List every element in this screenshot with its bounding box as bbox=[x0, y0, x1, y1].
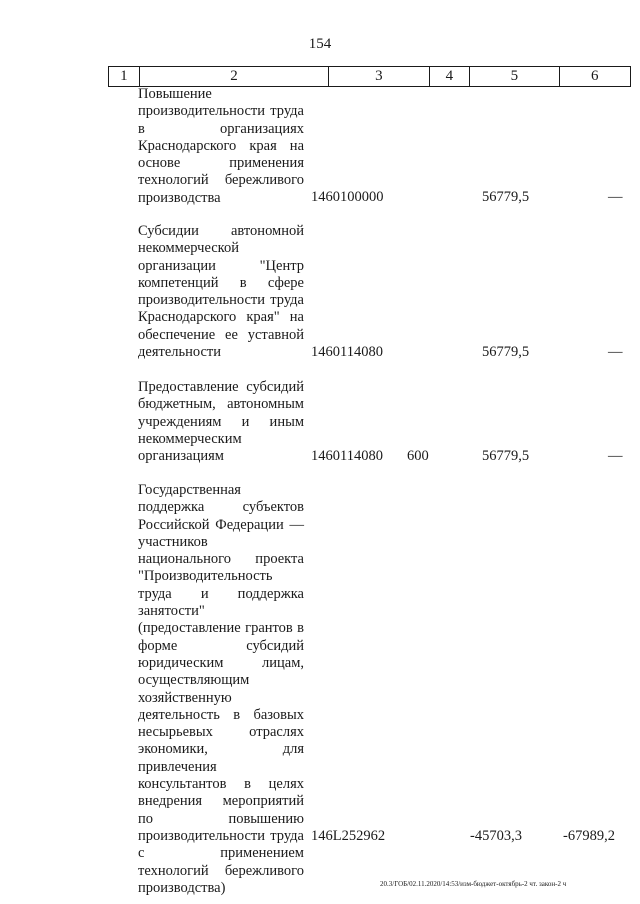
row-4-description: Государственная поддержка субъектов Российской Федерации — участников национального проекта "Производительность труда и поддержка занятости" (предоставление грантов в форме субсидий юридическим лицам, осуществляющим хозяйственную деятельность в базовых несырьевых отраслях экономики, для привлечения консультантов в целях внедрения мероприятий по повышению производительности труда с применением технологий бережливого производства) bbox=[138, 482, 304, 896]
row-1-description: Повышение производительности труда в организациях Краснодарского края на основе применения технологий бережливого производства bbox=[138, 86, 304, 206]
row-2-amount: 56779,5 bbox=[482, 344, 530, 360]
row-2-description: Субсидии автономной некоммерческой организации "Центр компетенций в сфере производительности труда Краснодарского края" на обеспечение ее уставной деятельности bbox=[138, 223, 304, 361]
header-col-2: 2 bbox=[140, 67, 330, 86]
row-3-description: Предоставление субсидий бюджетным, автономным учреждениям и иным некоммерческим организациям bbox=[138, 379, 304, 465]
row-1-amount2: — bbox=[608, 189, 623, 205]
header-col-6: 6 bbox=[591, 68, 599, 84]
header-col-4: 4 bbox=[430, 67, 471, 86]
row-4-amount: -45703,3 bbox=[470, 828, 522, 844]
row-3-amount: 56779,5 bbox=[482, 448, 530, 464]
table-header bbox=[108, 66, 631, 87]
row-1-amount: 56779,5 bbox=[482, 189, 530, 205]
row-1-code: 1460100000 bbox=[311, 189, 384, 205]
row-2-code: 1460114080 bbox=[311, 344, 383, 360]
page-number: 154 bbox=[308, 36, 332, 52]
header-col-5: 5 bbox=[470, 67, 559, 86]
row-3-type: 600 bbox=[407, 448, 429, 464]
footer-note: 20.3/ГОБ/02.11.2020/14:53/изм-бюджет-октябрь-2 чт. закон-2 ч bbox=[380, 880, 567, 888]
row-3-amount2: — bbox=[608, 448, 623, 464]
header-col-1: 1 bbox=[109, 67, 140, 86]
row-4-amount2: -67989,2 bbox=[563, 828, 615, 844]
row-4-code: 146L252962 bbox=[311, 828, 386, 844]
row-2-amount2: — bbox=[608, 344, 623, 360]
row-3-code: 1460114080 bbox=[311, 448, 383, 464]
header-col-3: 3 bbox=[329, 67, 429, 86]
